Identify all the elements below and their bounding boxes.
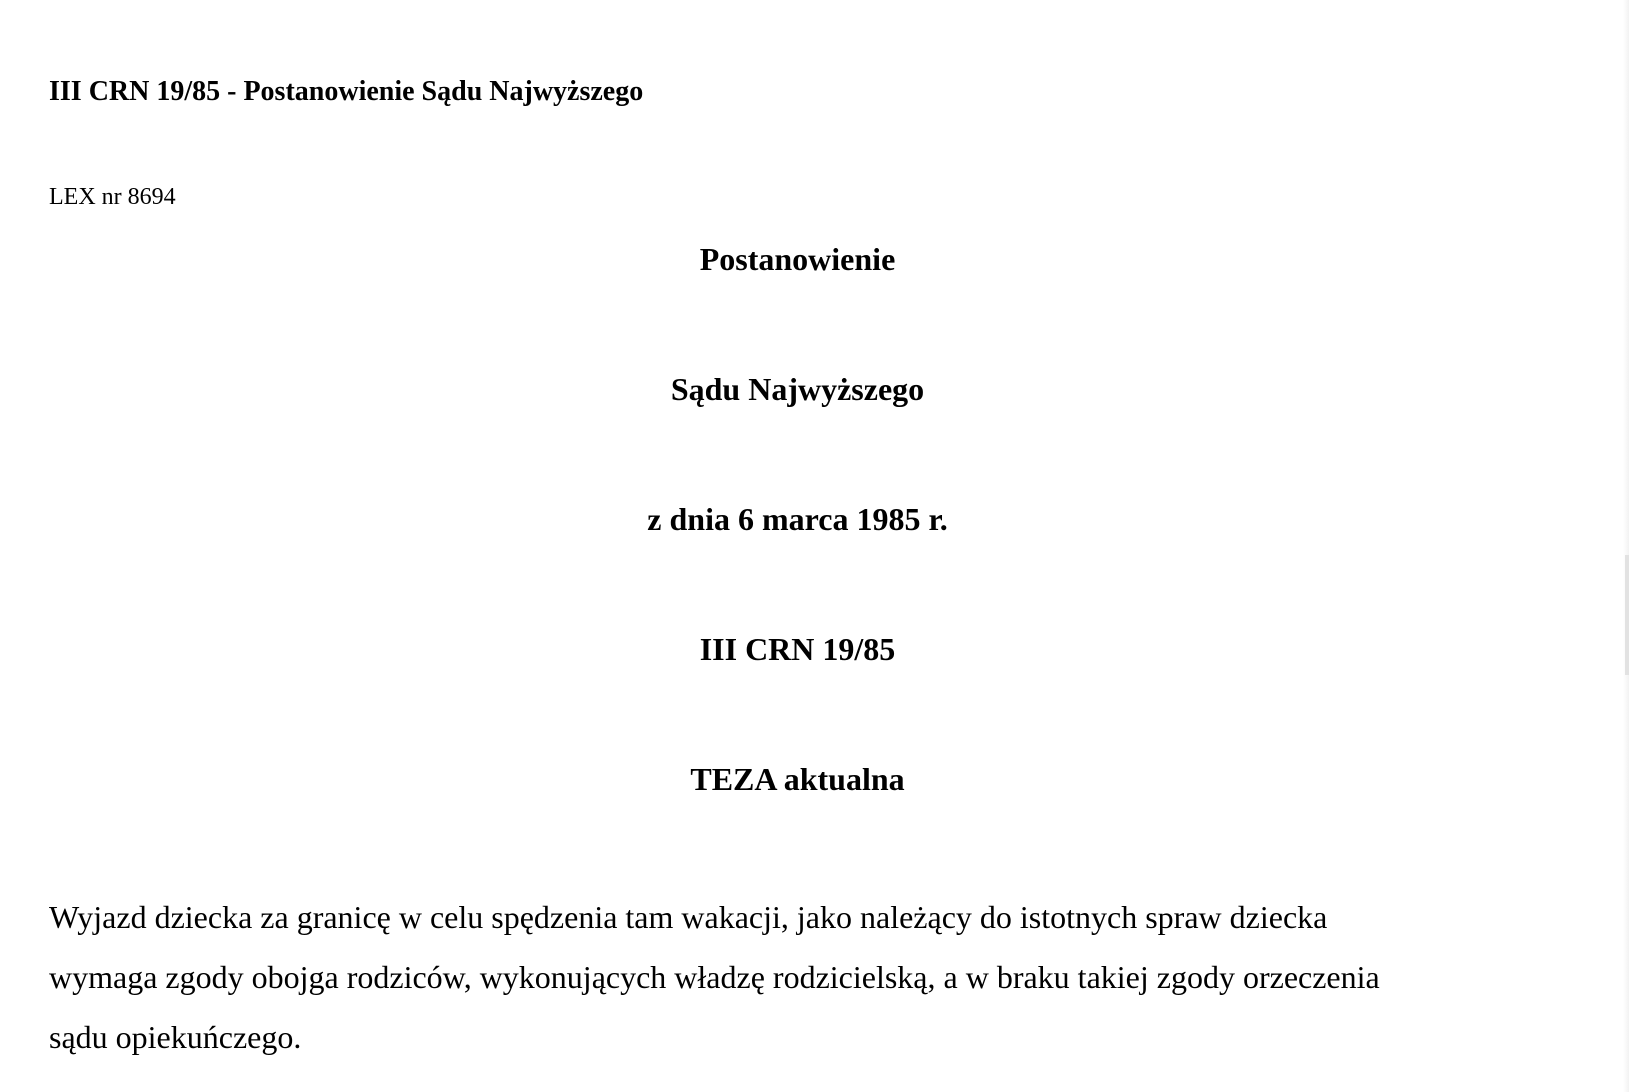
scrollbar-thumb[interactable]: [1625, 555, 1629, 675]
heading-decision-type: Postanowienie: [699, 241, 896, 277]
heading-date: z dnia 6 marca 1985 r.: [647, 501, 948, 537]
thesis-line: Wyjazd dziecka za granicę w celu spędzenia tam wakacji, jako należący do istotnych spraw dziecka: [49, 899, 1328, 935]
scrollbar-track[interactable]: [1623, 0, 1629, 1092]
heading-court-name: Sądu Najwyższego: [670, 371, 925, 407]
thesis-line: wymaga zgody obojga rodziców, wykonujących władzę rodzicielską, a w braku takiej zgody orzeczenia: [49, 959, 1380, 995]
document-header-title: III CRN 19/85 - Postanowienie Sądu Najwyższego: [49, 76, 644, 107]
thesis-line: sądu opiekuńczego.: [49, 1019, 302, 1055]
heading-thesis-status: TEZA aktualna: [690, 761, 905, 797]
heading-case-number: III CRN 19/85: [699, 631, 896, 667]
thesis-paragraph: [49, 887, 1549, 1067]
lex-number: LEX nr 8694: [49, 184, 176, 210]
